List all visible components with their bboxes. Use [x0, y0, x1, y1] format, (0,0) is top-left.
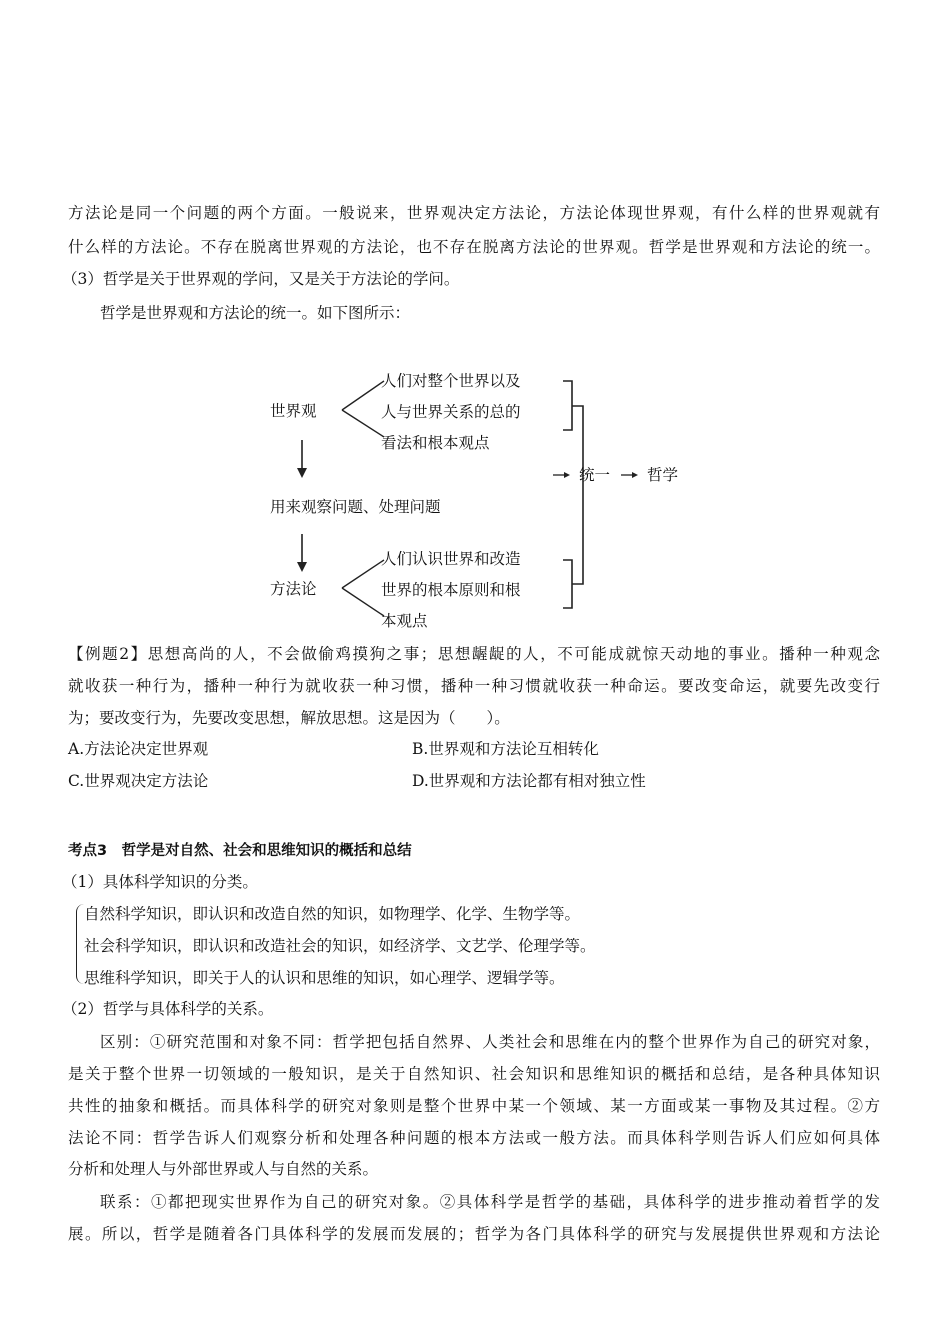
option-d: D.世界观和方法论都有相对独立性 — [412, 772, 646, 790]
unity-label: 统一 — [579, 466, 611, 484]
example-line: 就收获一种行为，播种一种行为就收获一种习惯，播种一种习惯就收获一种命运。要改变命运，就要先改变行 — [68, 677, 880, 695]
paragraph-line: 展。所以，哲学是随着各门具体科学的发展而发展的；哲学为各门具体科学的研究与发展提供世界观和方法论 — [68, 1225, 880, 1243]
paragraph-line: 联系：①都把现实世界作为自己的研究对象。②具体科学是哲学的基础，具体科学的进步推动着哲学的发 — [100, 1193, 880, 1211]
paragraph-line: 共性的抽象和概括。而具体科学的研究对象则是整个世界中某一个领域、某一方面或某一事物及其过程。②方 — [68, 1097, 880, 1115]
worldview-desc-line: 人与世界关系的总的 — [381, 403, 521, 421]
paragraph-line: （3）哲学是关于世界观的学问，又是关于方法论的学问。 — [62, 270, 460, 288]
category-item: 思维科学知识，即关于人的认识和思维的知识，如心理学、逻辑学等。 — [84, 969, 565, 987]
category-item: 社会科学知识，即认识和改造社会的知识，如经济学、文艺学、伦理学等。 — [84, 937, 596, 955]
worldview-desc-line: 看法和根本观点 — [381, 434, 490, 452]
paragraph-line: 方法论是同一个问题的两个方面。一般说来，世界观决定方法论，方法论体现世界观，有什么样的世界观就有 — [68, 204, 880, 222]
middle-label: 用来观察问题、处理问题 — [270, 498, 441, 516]
methodology-label: 方法论 — [270, 580, 317, 598]
worldview-desc-line: 人们对整个世界以及 — [381, 372, 521, 390]
section-heading: 考点3 哲学是对自然、社会和思维知识的概括和总结 — [68, 843, 412, 859]
example-line: 【例题2】思想高尚的人，不会做偷鸡摸狗之事；思想龌龊的人，不可能成就惊天动地的事业。播种一种观念 — [68, 645, 880, 663]
option-b: B.世界观和方法论互相转化 — [412, 740, 599, 758]
subsection-title: （1）具体科学知识的分类。 — [62, 873, 258, 891]
philosophy-label: 哲学 — [647, 466, 679, 484]
paragraph-line: 是关于整个世界一切领域的一般知识，是关于自然知识、社会知识和思维知识的概括和总结，是各种具体知识 — [68, 1065, 880, 1083]
methodology-desc-line: 世界的根本原则和根 — [381, 581, 521, 599]
methodology-desc-line: 人们认识世界和改造 — [381, 550, 521, 568]
subsection-title: （2）哲学与具体科学的关系。 — [62, 1000, 274, 1018]
worldview-label: 世界观 — [270, 402, 317, 420]
paragraph-line: 哲学是世界观和方法论的统一。如下图所示： — [100, 304, 411, 322]
paragraph-line: 区别：①研究范围和对象不同：哲学把包括自然界、人类社会和思维在内的整个世界作为自己的研究对象， — [100, 1033, 880, 1051]
paragraph-line: 分析和处理人与外部世界或人与自然的关系。 — [68, 1160, 379, 1178]
option-c: C.世界观决定方法论 — [68, 772, 209, 790]
category-item: 自然科学知识，即认识和改造自然的知识，如物理学、化学、生物学等。 — [84, 905, 581, 923]
example-line: 为；要改变行为，先要改变思想，解放思想。这是因为（ ）。 — [68, 709, 510, 727]
paragraph-line: 什么样的方法论。不存在脱离世界观的方法论，也不存在脱离方法论的世界观。哲学是世界观和方法论的统一。 — [68, 238, 880, 256]
paragraph-line: 法论不同：哲学告诉人们观察分析和处理各种问题的根本方法或一般方法。而具体科学则告诉人们应如何具体 — [68, 1129, 880, 1147]
option-a: A.方法论决定世界观 — [68, 740, 209, 758]
methodology-desc-line: 本观点 — [381, 612, 428, 630]
